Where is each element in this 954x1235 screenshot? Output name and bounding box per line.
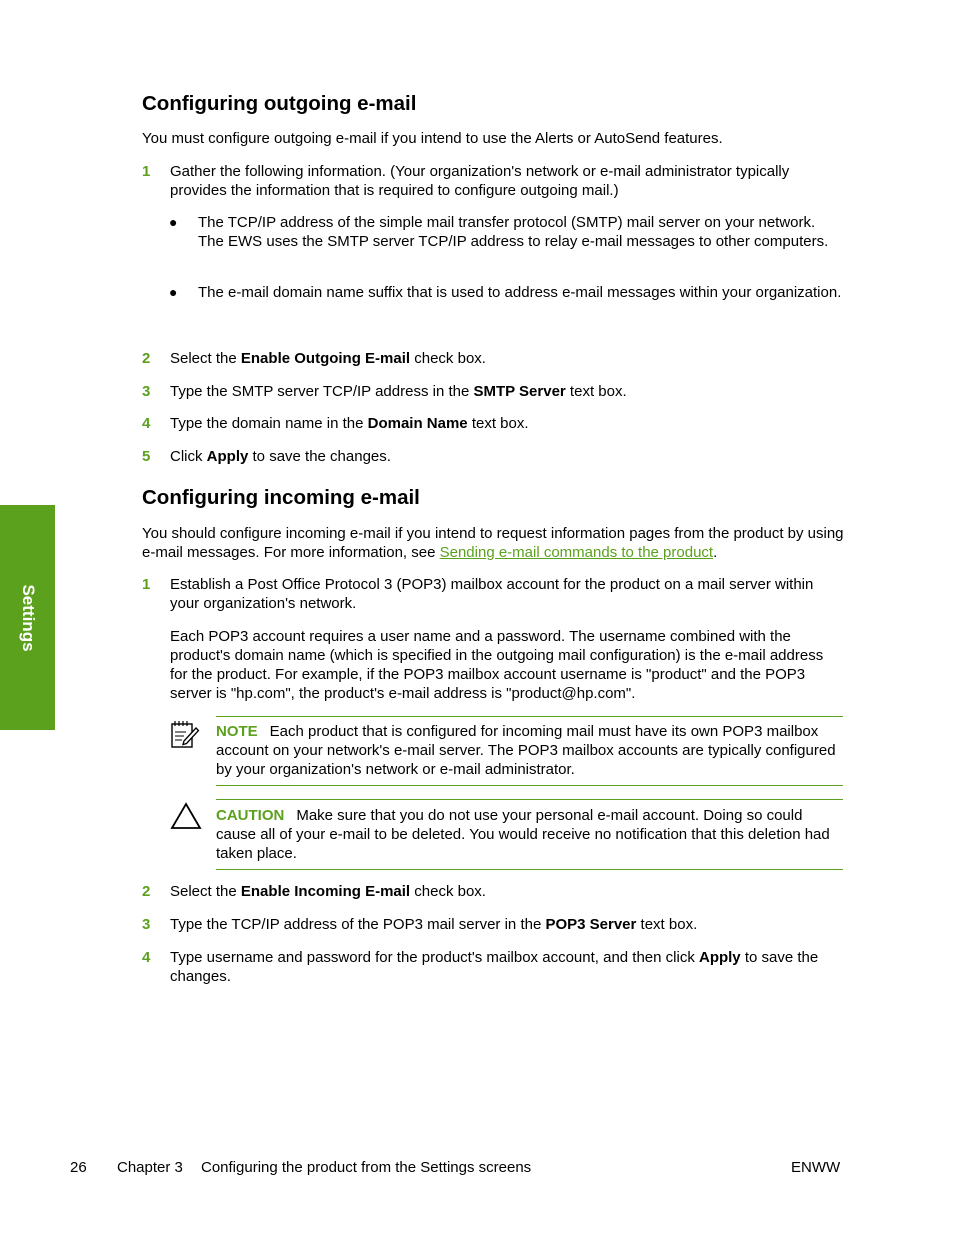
outgoing-intro: You must configure outgoing e-mail if you intend to use the Alerts or AutoSend features.: [142, 130, 723, 147]
incoming-step-4-number: 4: [142, 949, 151, 966]
note-box: [216, 722, 843, 779]
note-icon: [170, 719, 200, 749]
caution-icon: [170, 802, 202, 830]
bullet-glyph: ●: [169, 284, 178, 300]
outgoing-step-2-text: Select the Enable Outgoing E-mail check box.: [170, 350, 486, 367]
outgoing-step-1-number: 1: [142, 163, 151, 180]
incoming-heading: Configuring incoming e-mail: [142, 486, 420, 509]
outgoing-step-4-text: Type the domain name in the Domain Name text box.: [170, 415, 529, 432]
incoming-step-3-number: 3: [142, 916, 151, 933]
incoming-step-2-text: Select the Enable Incoming E-mail check box.: [170, 883, 486, 900]
note-text: Each product that is configured for incoming mail must have its own POP3 mailbox account on your network's e-mail server. The POP3 mailbox accounts are typically configured by your organization's network or e-mail administrator.: [216, 723, 836, 778]
caution-label: CAUTION: [216, 807, 285, 824]
outgoing-step-5-number: 5: [142, 448, 151, 465]
incoming-step-3-text: Type the TCP/IP address of the POP3 mail server in the POP3 Server text box.: [170, 916, 698, 933]
settings-side-tab: [0, 505, 55, 730]
outgoing-step-3-text: Type the SMTP server TCP/IP address in the SMTP Server text box.: [170, 383, 627, 400]
caution-bottom-rule: [216, 869, 843, 870]
footer-chapter-title: Configuring the product from the Settings screens: [201, 1159, 532, 1176]
bullet-smtp-address: The TCP/IP address of the simple mail transfer protocol (SMTP) mail server on your network. The EWS uses the SMTP server TCP/IP address to relay e-mail messages to other computers.: [198, 214, 829, 250]
incoming-step-1-detail: Each POP3 account requires a user name and a password. The username combined with the product's domain name (which is specified in the outgoing mail configuration) is the e-mail address for the product. For example, if the POP3 mailbox account username is "product" and the POP3 server is "hp.com", the product's e-mail address is "product@hp.com".: [170, 628, 824, 702]
incoming-step-2-number: 2: [142, 883, 151, 900]
bullet-domain-suffix: The e-mail domain name suffix that is used to address e-mail messages within your organization.: [198, 284, 842, 301]
caution-box: [216, 806, 843, 863]
incoming-step-4-text: Type username and password for the product's mailbox account, and then click Apply to save the changes.: [170, 949, 819, 985]
incoming-intro: You should configure incoming e-mail if you intend to request information pages from the product by using e-mail messages. For more information, see Sending e-mail commands to the product.: [142, 525, 844, 561]
side-tab-label: Settings: [18, 583, 38, 652]
note-top-rule: [216, 716, 843, 717]
footer-chapter: Chapter 3: [117, 1159, 183, 1176]
note-bottom-rule: [216, 785, 843, 786]
bullet-glyph: ●: [169, 214, 178, 230]
caution-top-rule: [216, 799, 843, 800]
outgoing-step-1-text: Gather the following information. (Your organization's network or e-mail administrator typically provides the information that is required to configure outgoing mail.): [170, 163, 790, 199]
note-label: NOTE: [216, 723, 258, 740]
footer-code: ENWW: [791, 1159, 841, 1176]
caution-text: Make sure that you do not use your personal e-mail account. Doing so could cause all of your e-mail to be deleted. You would receive no notification that this deletion had taken place.: [216, 807, 830, 862]
footer-page-number: 26: [70, 1159, 87, 1176]
incoming-step-1-text: Establish a Post Office Protocol 3 (POP3) mailbox account for the product on a mail server within your organization's network.: [170, 576, 814, 612]
outgoing-step-2-number: 2: [142, 350, 151, 367]
incoming-step-1-number: 1: [142, 576, 151, 593]
sending-email-commands-link[interactable]: Sending e-mail commands to the product: [439, 544, 714, 561]
outgoing-step-4-number: 4: [142, 415, 151, 432]
outgoing-step-3-number: 3: [142, 383, 151, 400]
outgoing-step-5-text: Click Apply to save the changes.: [170, 448, 391, 465]
outgoing-heading: Configuring outgoing e-mail: [142, 92, 417, 115]
